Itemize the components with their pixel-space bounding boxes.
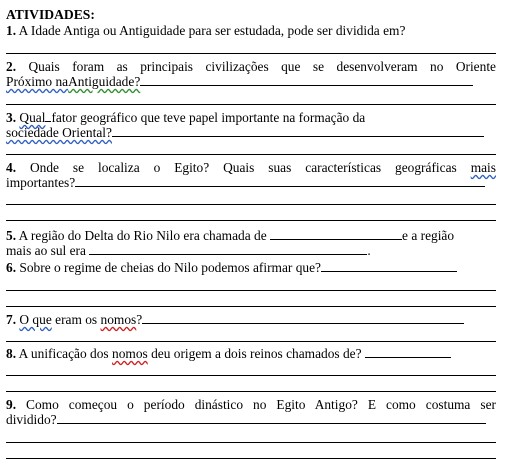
question-6: [6, 260, 457, 275]
answer-blank[interactable]: [140, 74, 473, 86]
question-text: importantes?: [6, 175, 76, 190]
question-number: 1.: [6, 23, 17, 38]
question-text: A Idade Antiga ou Antiguidade para ser estudada, pode ser dividida em?: [18, 23, 406, 38]
question-number: 6.: [6, 260, 17, 275]
answer-line[interactable]: [6, 375, 496, 376]
answer-blank[interactable]: [89, 243, 367, 255]
answer-line[interactable]: [6, 290, 496, 291]
question-text: Quais foram as principais civilizações que se desenvolveram no Oriente: [28, 59, 496, 74]
answer-blank[interactable]: [142, 312, 464, 324]
answer-blank[interactable]: [270, 228, 402, 240]
question-number: 8.: [6, 346, 17, 361]
answer-blank[interactable]: [321, 260, 457, 272]
question-2-line-1: [6, 60, 496, 74]
question-text: Onde se localiza o Egito? Quais suas características geográficas: [29, 160, 457, 175]
question-text: sociedade Oriental?: [6, 125, 112, 140]
question-text: dividido?: [6, 412, 57, 427]
question-text: Como começou o período dinástico no Egito Antigo? E como costuma ser: [26, 397, 496, 412]
answer-line[interactable]: [6, 341, 496, 342]
question-text: ?: [136, 312, 143, 327]
question-2-line-2: [6, 74, 473, 89]
question-text: A região do Delta do Rio Nilo era chamada de: [18, 228, 267, 243]
answer-line[interactable]: [6, 220, 496, 221]
question-3-line-1: [6, 111, 365, 125]
answer-line[interactable]: [6, 154, 496, 155]
question-5-line-1: [6, 228, 454, 243]
question-1: [6, 24, 405, 38]
question-3-line-2: [6, 125, 484, 140]
question-text: O que: [19, 312, 52, 327]
question-8: [6, 346, 451, 361]
answer-line[interactable]: [6, 104, 496, 105]
question-number: 4.: [6, 160, 17, 175]
answer-blank[interactable]: [75, 175, 485, 187]
question-text: nomos: [100, 312, 137, 327]
question-4-line-1: [6, 161, 496, 175]
answer-line[interactable]: [6, 53, 496, 54]
question-7: [6, 312, 464, 327]
question-number: 5.: [6, 228, 17, 243]
question-text: Qual: [19, 110, 46, 125]
question-5-line-2: mais ao sul era .: [6, 243, 371, 258]
answer-line[interactable]: [6, 391, 496, 392]
question-text: Antiguidade?: [68, 74, 141, 89]
answer-line[interactable]: [6, 204, 496, 205]
question-number: 3.: [6, 110, 17, 125]
question-text: fator geográfico que teve papel importante na formação da: [51, 110, 366, 125]
question-9-line-2: [6, 412, 486, 427]
answer-line[interactable]: [6, 306, 496, 307]
question-9-line-1: [6, 398, 496, 412]
question-4-line-2: [6, 175, 485, 190]
question-text: Próximo na: [6, 74, 69, 89]
question-number: 2.: [6, 59, 17, 74]
question-text: e a região: [402, 228, 455, 243]
answer-blank[interactable]: [57, 412, 486, 424]
question-number: 9.: [6, 397, 17, 412]
answer-blank[interactable]: [365, 346, 451, 358]
answer-blank[interactable]: [112, 125, 484, 137]
question-text: deu origem a dois reinos chamados de?: [151, 346, 362, 361]
question-text: A unificação dos: [18, 346, 109, 361]
answer-line[interactable]: [6, 442, 496, 443]
question-text: Sobre o regime de cheias do Nilo podemos afirmar que?: [19, 260, 321, 275]
question-number: 7.: [6, 312, 17, 327]
question-text: mais ao sul era: [6, 243, 86, 258]
question-text: mais: [470, 160, 496, 175]
answer-line[interactable]: [6, 458, 496, 459]
question-text: nomos: [112, 346, 148, 361]
question-text: eram os: [55, 312, 98, 327]
page-title: ATIVIDADES:: [6, 7, 95, 22]
